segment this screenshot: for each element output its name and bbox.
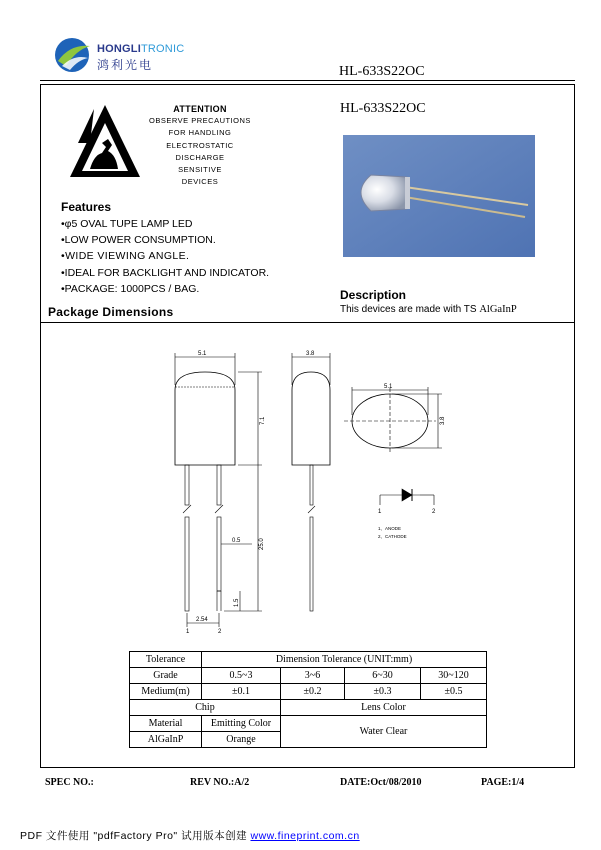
table-row [130, 668, 487, 684]
feature-item: •WIDE VIEWING ANGLE. [61, 250, 190, 263]
package-separator [40, 322, 575, 323]
table-cell: AlGaInP [130, 732, 202, 748]
package-drawing [160, 345, 460, 635]
brand-name: HONGLITRONIC [97, 43, 185, 55]
table-cell: 0.5~3 [202, 668, 281, 684]
attention-line: OBSERVE PRECAUTIONS [149, 116, 251, 126]
diode-pin-1: 1 [378, 509, 382, 515]
esd-warning-icon [68, 103, 142, 179]
table-cell: 6~30 [345, 668, 421, 684]
feature-item: •PACKAGE: 1000PCS / BAG. [61, 282, 200, 295]
brand-name-cn: 鸿利光电 [97, 58, 154, 72]
dim-height-label: 7.1 [260, 416, 266, 425]
pdf-watermark-note: PDF 文件使用 "pdfFactory Pro" 试用版本创建 www.fineprint.com.cn [20, 830, 360, 842]
fineprint-link[interactable]: www.fineprint.com.cn [250, 830, 360, 842]
feature-item: •φ5 OVAL TUPE LAMP LED [61, 218, 193, 230]
product-model-title: HL-633S22OC [340, 101, 426, 116]
features-list [61, 216, 269, 297]
features-title: Features [61, 200, 112, 214]
top-height-label: 3.8 [440, 416, 446, 425]
logo-icon [52, 36, 92, 74]
company-logo [52, 36, 92, 74]
footer-date: DATE:Oct/08/2010 [340, 777, 422, 788]
table-cell: 30~120 [421, 668, 487, 684]
table-row [130, 652, 487, 668]
dim-lead-width-label: 0.5 [232, 538, 241, 544]
table-cell: Material [130, 716, 202, 732]
attention-notice [145, 103, 255, 188]
dim-width-label: 5.1 [198, 351, 207, 357]
table-cell: ±0.2 [281, 684, 345, 700]
legend-cathode: 2、CATHODE [378, 534, 407, 539]
feature-item: •IDEAL FOR BACKLIGHT AND INDICATOR. [61, 266, 270, 279]
footer-rev: REV NO.:A/2 [190, 777, 250, 788]
table-cell: Medium(m) [130, 684, 202, 700]
pin-2-label: 2 [218, 629, 222, 635]
attention-line: SENSITIVE [178, 165, 222, 175]
top-width-label: 5.1 [384, 384, 393, 390]
footer-page: PAGE:1/4 [481, 777, 525, 788]
table-cell: ±0.1 [202, 684, 281, 700]
table-cell: Orange [202, 732, 281, 748]
table-cell: 3~6 [281, 668, 345, 684]
tolerance-table [129, 651, 487, 748]
dim-depth-label: 3.8 [306, 351, 315, 357]
table-cell: Water Clear [281, 716, 487, 748]
product-photo [343, 135, 535, 257]
table-cell: Chip [130, 700, 281, 716]
feature-item: •LOW POWER CONSUMPTION. [61, 234, 216, 247]
table-row [130, 716, 487, 732]
table-cell: Emitting Color [202, 716, 281, 732]
attention-line: DEVICES [181, 177, 219, 187]
table-row [130, 700, 487, 716]
diode-pin-2: 2 [432, 509, 436, 515]
table-cell: Lens Color [281, 700, 487, 716]
table-row [130, 684, 487, 700]
pin-1-label: 1 [186, 629, 190, 635]
header-rule [40, 80, 575, 81]
attention-title: ATTENTION [173, 104, 227, 114]
attention-line: DISCHARGE [175, 152, 225, 162]
dim-stub-label: 1.5 [234, 598, 240, 607]
dim-lead-label: 25.0 [259, 538, 265, 550]
table-cell: Dimension Tolerance (UNIT:mm) [202, 652, 487, 668]
description-text: This devices are made with TS AlGaInP [340, 304, 517, 315]
description-chip: AlGaInP [479, 304, 517, 315]
table-cell: ±0.3 [345, 684, 421, 700]
description-title: Description [340, 288, 407, 302]
table-cell: Grade [130, 668, 202, 684]
header-model: HL-633S22OC [339, 64, 425, 79]
table-cell: Tolerance [130, 652, 202, 668]
legend-anode: 1、ANODE [378, 526, 402, 531]
table-cell: ±0.5 [421, 684, 487, 700]
attention-line: ELECTROSTATIC [166, 140, 234, 150]
dim-spacing-label: 2.54 [196, 617, 208, 623]
footer-spec: SPEC NO.: [45, 777, 94, 788]
package-dimensions-title: Package Dimensions [48, 305, 174, 319]
attention-line: FOR HANDLING [168, 128, 232, 138]
